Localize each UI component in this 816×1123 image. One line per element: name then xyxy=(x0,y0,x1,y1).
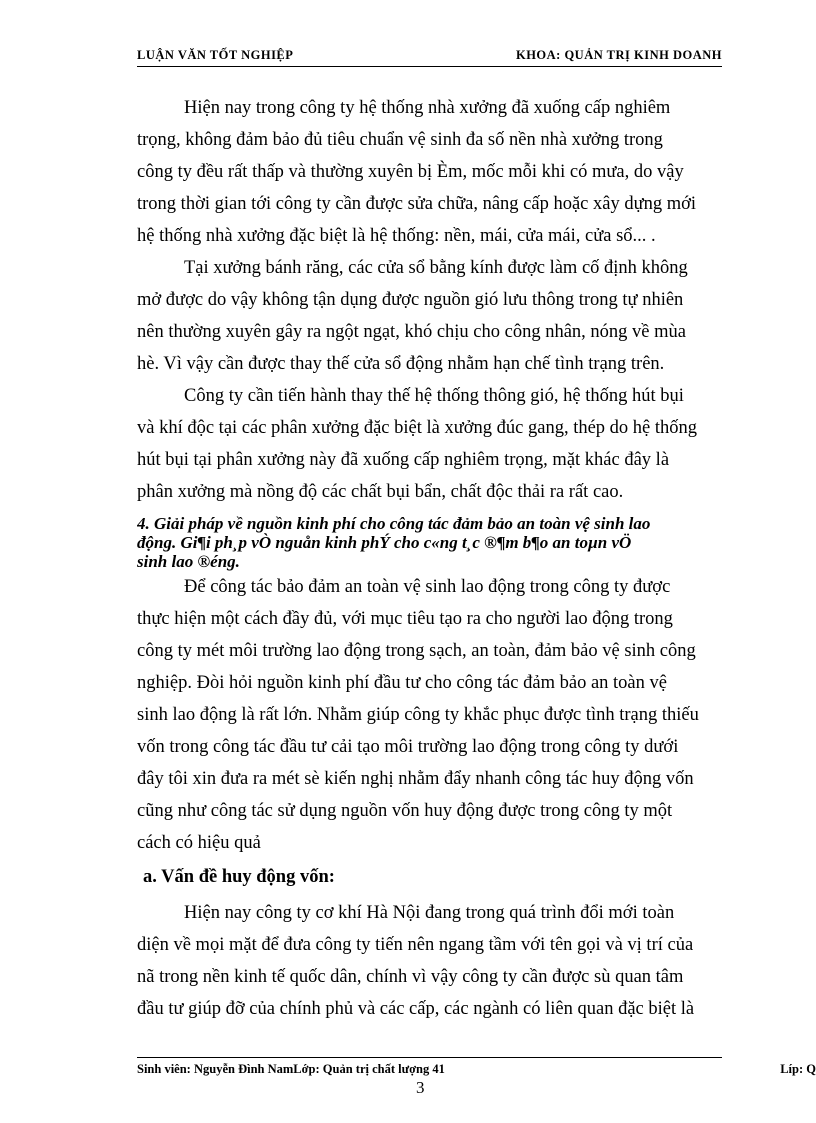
text-line: thực hiện một cách đầy đủ, với mục tiêu tạo ra cho người lao động trong xyxy=(137,609,673,629)
text-line: hè. Vì vậy cần được thay thế cửa sổ động nhằm hạn chế tình trạng trên. xyxy=(137,354,665,374)
text-line: cách có hiệu quả xyxy=(137,833,261,853)
footer-class-label: Líp: Q xyxy=(780,1062,816,1076)
text-line: công ty mét môi trường lao động trong sạch, an toàn, đảm bảo vệ sinh công xyxy=(137,641,696,661)
page-content xyxy=(137,92,722,1025)
text-line: cũng như công tác sử dụng nguồn vốn huy động được trong công ty một xyxy=(137,801,673,821)
text-line: trọng, không đảm bảo đủ tiêu chuẩn vệ sinh đa số nền nhà xưởng trong xyxy=(137,130,663,150)
text-line: diện về mọi mặt để đưa công ty tiến nên ngang tầm với tên gọi và vị trí của xyxy=(137,935,694,955)
text-line: đây tôi xin đưa ra mét sè kiến nghị nhằm đẩy nhanh công tác huy động vốn xyxy=(137,769,694,789)
sub-heading-capital: a. Vấn đề huy động vốn: xyxy=(143,867,335,887)
text-line: hút bụi tại phân xưởng này đã xuống cấp nghiêm trọng, mặt khác đây là xyxy=(137,450,670,470)
header-faculty-label: KHOA: QUẢN TRỊ KINH DOANH xyxy=(515,48,722,62)
paragraph-gear-workshop xyxy=(137,252,722,380)
paragraph-ventilation xyxy=(137,380,722,508)
paragraph-workshop-condition xyxy=(137,92,722,252)
paragraph-capital-mobilization xyxy=(137,897,722,1025)
text-line: đầu tư giúp đỡ của chính phủ và các cấp, các ngành có liên quan đặc biệt là xyxy=(137,999,695,1019)
text-line: trong thời gian tới công ty cần được sửa chữa, nâng cấp hoặc xây dựng mới xyxy=(137,194,697,214)
text-line: mở được do vậy không tận dụng được nguồn gió lưu thông trong tự nhiên xyxy=(137,290,684,310)
page-header xyxy=(137,46,722,67)
text-line: Hiện nay công ty cơ khí Hà Nội đang trong quá trình đổi mới toàn xyxy=(184,903,675,923)
text-line: phân xưởng mà nồng độ các chất bụi bẩn, chất độc thải ra rất cao. xyxy=(137,482,624,502)
text-line: Công ty cần tiến hành thay thế hệ thống thông gió, hệ thống hút bụi xyxy=(184,386,684,406)
section-heading xyxy=(137,514,722,571)
text-line: Để công tác bảo đảm an toàn vệ sinh lao động trong công ty được xyxy=(184,577,671,597)
text-line: Hiện nay trong công ty hệ thống nhà xưởng đã xuống cấp nghiêm xyxy=(184,98,671,118)
text-line: nên thường xuyên gây ra ngột ngạt, khó chịu cho công nhân, nóng về mùa xyxy=(137,322,686,342)
header-thesis-label: LUẬN VĂN TỐT NGHIỆP xyxy=(137,48,294,62)
text-line: nghiệp. Đòi hỏi nguồn kinh phí đầu tư cho công tác đảm bảo an toàn vệ xyxy=(137,673,667,693)
heading-line: sinh lao ®éng. xyxy=(137,552,240,571)
text-line: nã trong nền kinh tế quốc dân, chính vì vậy công ty cần được sù quan tâm xyxy=(137,967,684,987)
heading-line: 4. Giải pháp về nguồn kinh phí cho công tác đảm bảo an toàn vệ sinh lao xyxy=(137,514,651,533)
footer-divider xyxy=(137,1057,722,1058)
text-line: sinh lao động là rất lớn. Nhằm giúp công ty khắc phục được tình trạng thiếu xyxy=(137,705,699,725)
paragraph-funding xyxy=(137,571,722,859)
heading-line: động. Gi¶i ph¸p vÒ nguån kinh phÝ cho c«ng t¸c ®¶m b¶o an toµn vÖ xyxy=(137,533,632,552)
text-line: công ty đều rất thấp và thường xuyên bị Èm, mốc mỗi khi có mưa, do vậy xyxy=(137,162,684,182)
text-line: vốn trong công tác đầu tư cải tạo môi trường lao động trong công ty dưới xyxy=(137,737,679,757)
text-line: hệ thống nhà xưởng đặc biệt là hệ thống: nền, mái, cửa mái, cửa sổ... . xyxy=(137,226,656,246)
text-line: và khí độc tại các phân xưởng đặc biệt là xưởng đúc gang, thép do hệ thống xyxy=(137,418,698,438)
footer-student-info: Sinh viên: Nguyễn Đình NamLớp: Quản trị chất lượng 41 xyxy=(137,1062,445,1076)
page-number: 3 xyxy=(416,1078,425,1097)
text-line: Tại xưởng bánh răng, các cửa sổ bằng kính được làm cố định không xyxy=(184,258,688,278)
